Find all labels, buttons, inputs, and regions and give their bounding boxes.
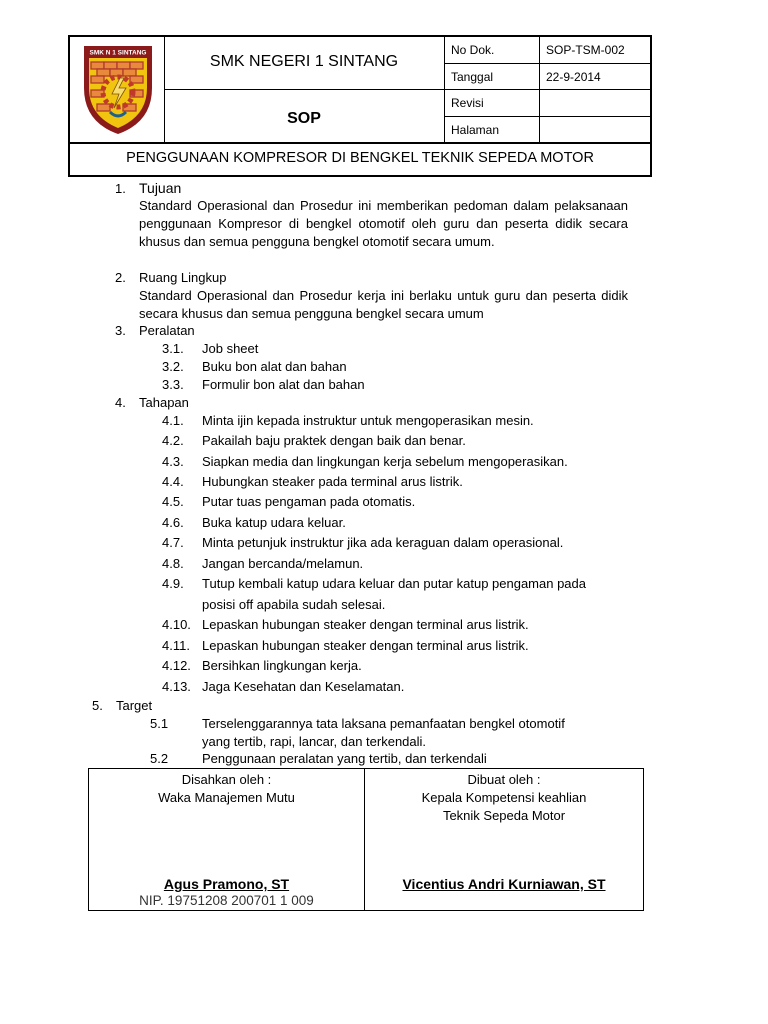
section-number: 2. [115,270,126,285]
preparer-name: Vicentius Andri Kurniawan, ST [402,876,606,892]
list-item-number: 4.10. [162,617,191,632]
list-item-text: Formulir bon alat dan bahan [202,377,365,392]
logo-text: SMK N 1 SINTANG [89,49,147,57]
section-number: 4. [115,395,126,410]
list-item-text: Jaga Kesehatan dan Keselamatan. [202,679,405,694]
section-number: 1. [115,181,126,196]
list-item-number: 4.12. [162,658,191,673]
doc-number-value: SOP-TSM-002 [546,43,625,57]
date-value: 22-9-2014 [546,70,601,84]
list-item-text: Jangan bercanda/melamun. [202,556,364,571]
sop-header-table [68,35,652,177]
list-item-number: 3.3. [162,377,184,392]
document-title: PENGGUNAAN KOMPRESOR DI BENGKEL TEKNIK SEPEDA MOTOR [126,150,594,166]
approver-name: Agus Pramono, ST [163,876,290,892]
preparer-position: Kepala Kompetensi keahlian [421,790,587,805]
signature-table [88,768,644,911]
section-heading: Target [116,698,153,713]
approver-nip: NIP. 19751208 200701 1 009 [139,893,314,908]
list-item-text: Bersihkan lingkungan kerja. [202,658,362,673]
list-item-number: 4.3. [162,454,184,469]
list-item-text: Pakailah baju praktek dengan baik dan benar. [202,433,466,448]
section-number: 5. [92,698,103,713]
approver-position: Waka Manajemen Mutu [158,790,295,805]
list-item-number: 3.2. [162,359,184,374]
list-item-number: 4.5. [162,494,184,509]
section-heading: Peralatan [139,323,195,338]
section-paragraph: Standard Operasional dan Prosedur kerja ini berlaku untuk guru dan peserta didik secara khusus dan semua pengguna bengkel secara umum [139,288,628,321]
list-item-number: 5.2 [150,751,169,766]
list-item-number: 4.2. [162,433,184,448]
list-item-text: Putar tuas pengaman pada otomatis. [202,494,416,509]
school-name: SMK NEGERI 1 SINTANG [209,53,399,70]
section-heading: Ruang Lingkup [139,270,227,285]
section-paragraph: Standard Operasional dan Prosedur ini memberikan pedoman dalam pelaksanaan penggunaan Kompresor di bengkel otomotif oleh guru dan peserta didik secara khusus dan semua pengguna bengkel otomotif secara umum. [139,198,628,249]
prepared-by-label: Dibuat oleh : [467,772,541,787]
preparer-department: Teknik Sepeda Motor [442,808,566,823]
list-item-number: 4.1. [162,413,184,428]
list-item-text: Minta ijin kepada instruktur untuk mengoperasikan mesin. [202,413,534,428]
list-item-number: 4.9. [162,576,184,591]
school-logo [80,42,156,138]
list-item-number: 4.8. [162,556,184,571]
page-label: Halaman [451,123,500,137]
list-item-number: 3.1. [162,341,184,356]
document-type: SOP [287,110,321,127]
list-item-number: 4.6. [162,515,184,530]
list-item-text: Hubungkan steaker pada terminal arus listrik. [202,474,463,489]
list-item-text-continuation: yang tertib, rapi, lancar, dan terkendali. [202,734,427,749]
approved-by-label: Disahkan oleh : [181,772,272,787]
list-item-text: Siapkan media dan lingkungan kerja sebelum mengoperasikan. [202,454,568,469]
date-label: Tanggal [451,70,494,84]
list-item-number: 4.13. [162,679,191,694]
list-item-number: 4.4. [162,474,184,489]
doc-number-label: No Dok. [451,43,495,57]
list-item-text: Job sheet [202,341,259,356]
list-item-text: Tutup kembali katup udara keluar dan putar katup pengaman pada [202,576,587,591]
list-item-number: 4.7. [162,535,184,550]
list-item-number: 4.11. [162,638,190,653]
list-item-text: Buka katup udara keluar. [202,515,346,530]
section-heading: Tahapan [139,395,189,410]
section-number: 3. [115,323,126,338]
list-item-text-continuation: posisi off apabila sudah selesai. [202,597,386,612]
list-item-text: Penggunaan peralatan yang tertib, dan terkendali [202,751,487,766]
list-item-text: Minta petunjuk instruktur jika ada keraguan dalam operasional. [202,535,564,550]
revision-label: Revisi [451,96,484,110]
list-item-text: Terselenggarannya tata laksana pemanfaatan bengkel otomotif [202,716,565,731]
list-item-text: Lepaskan hubungan steaker dengan terminal arus listrik. [202,617,529,632]
list-item-text: Buku bon alat dan bahan [202,359,347,374]
section-heading: Tujuan [139,180,182,196]
list-item-text: Lepaskan hubungan steaker dengan terminal arus listrik. [202,638,529,653]
list-item-number: 5.1 [150,716,169,731]
